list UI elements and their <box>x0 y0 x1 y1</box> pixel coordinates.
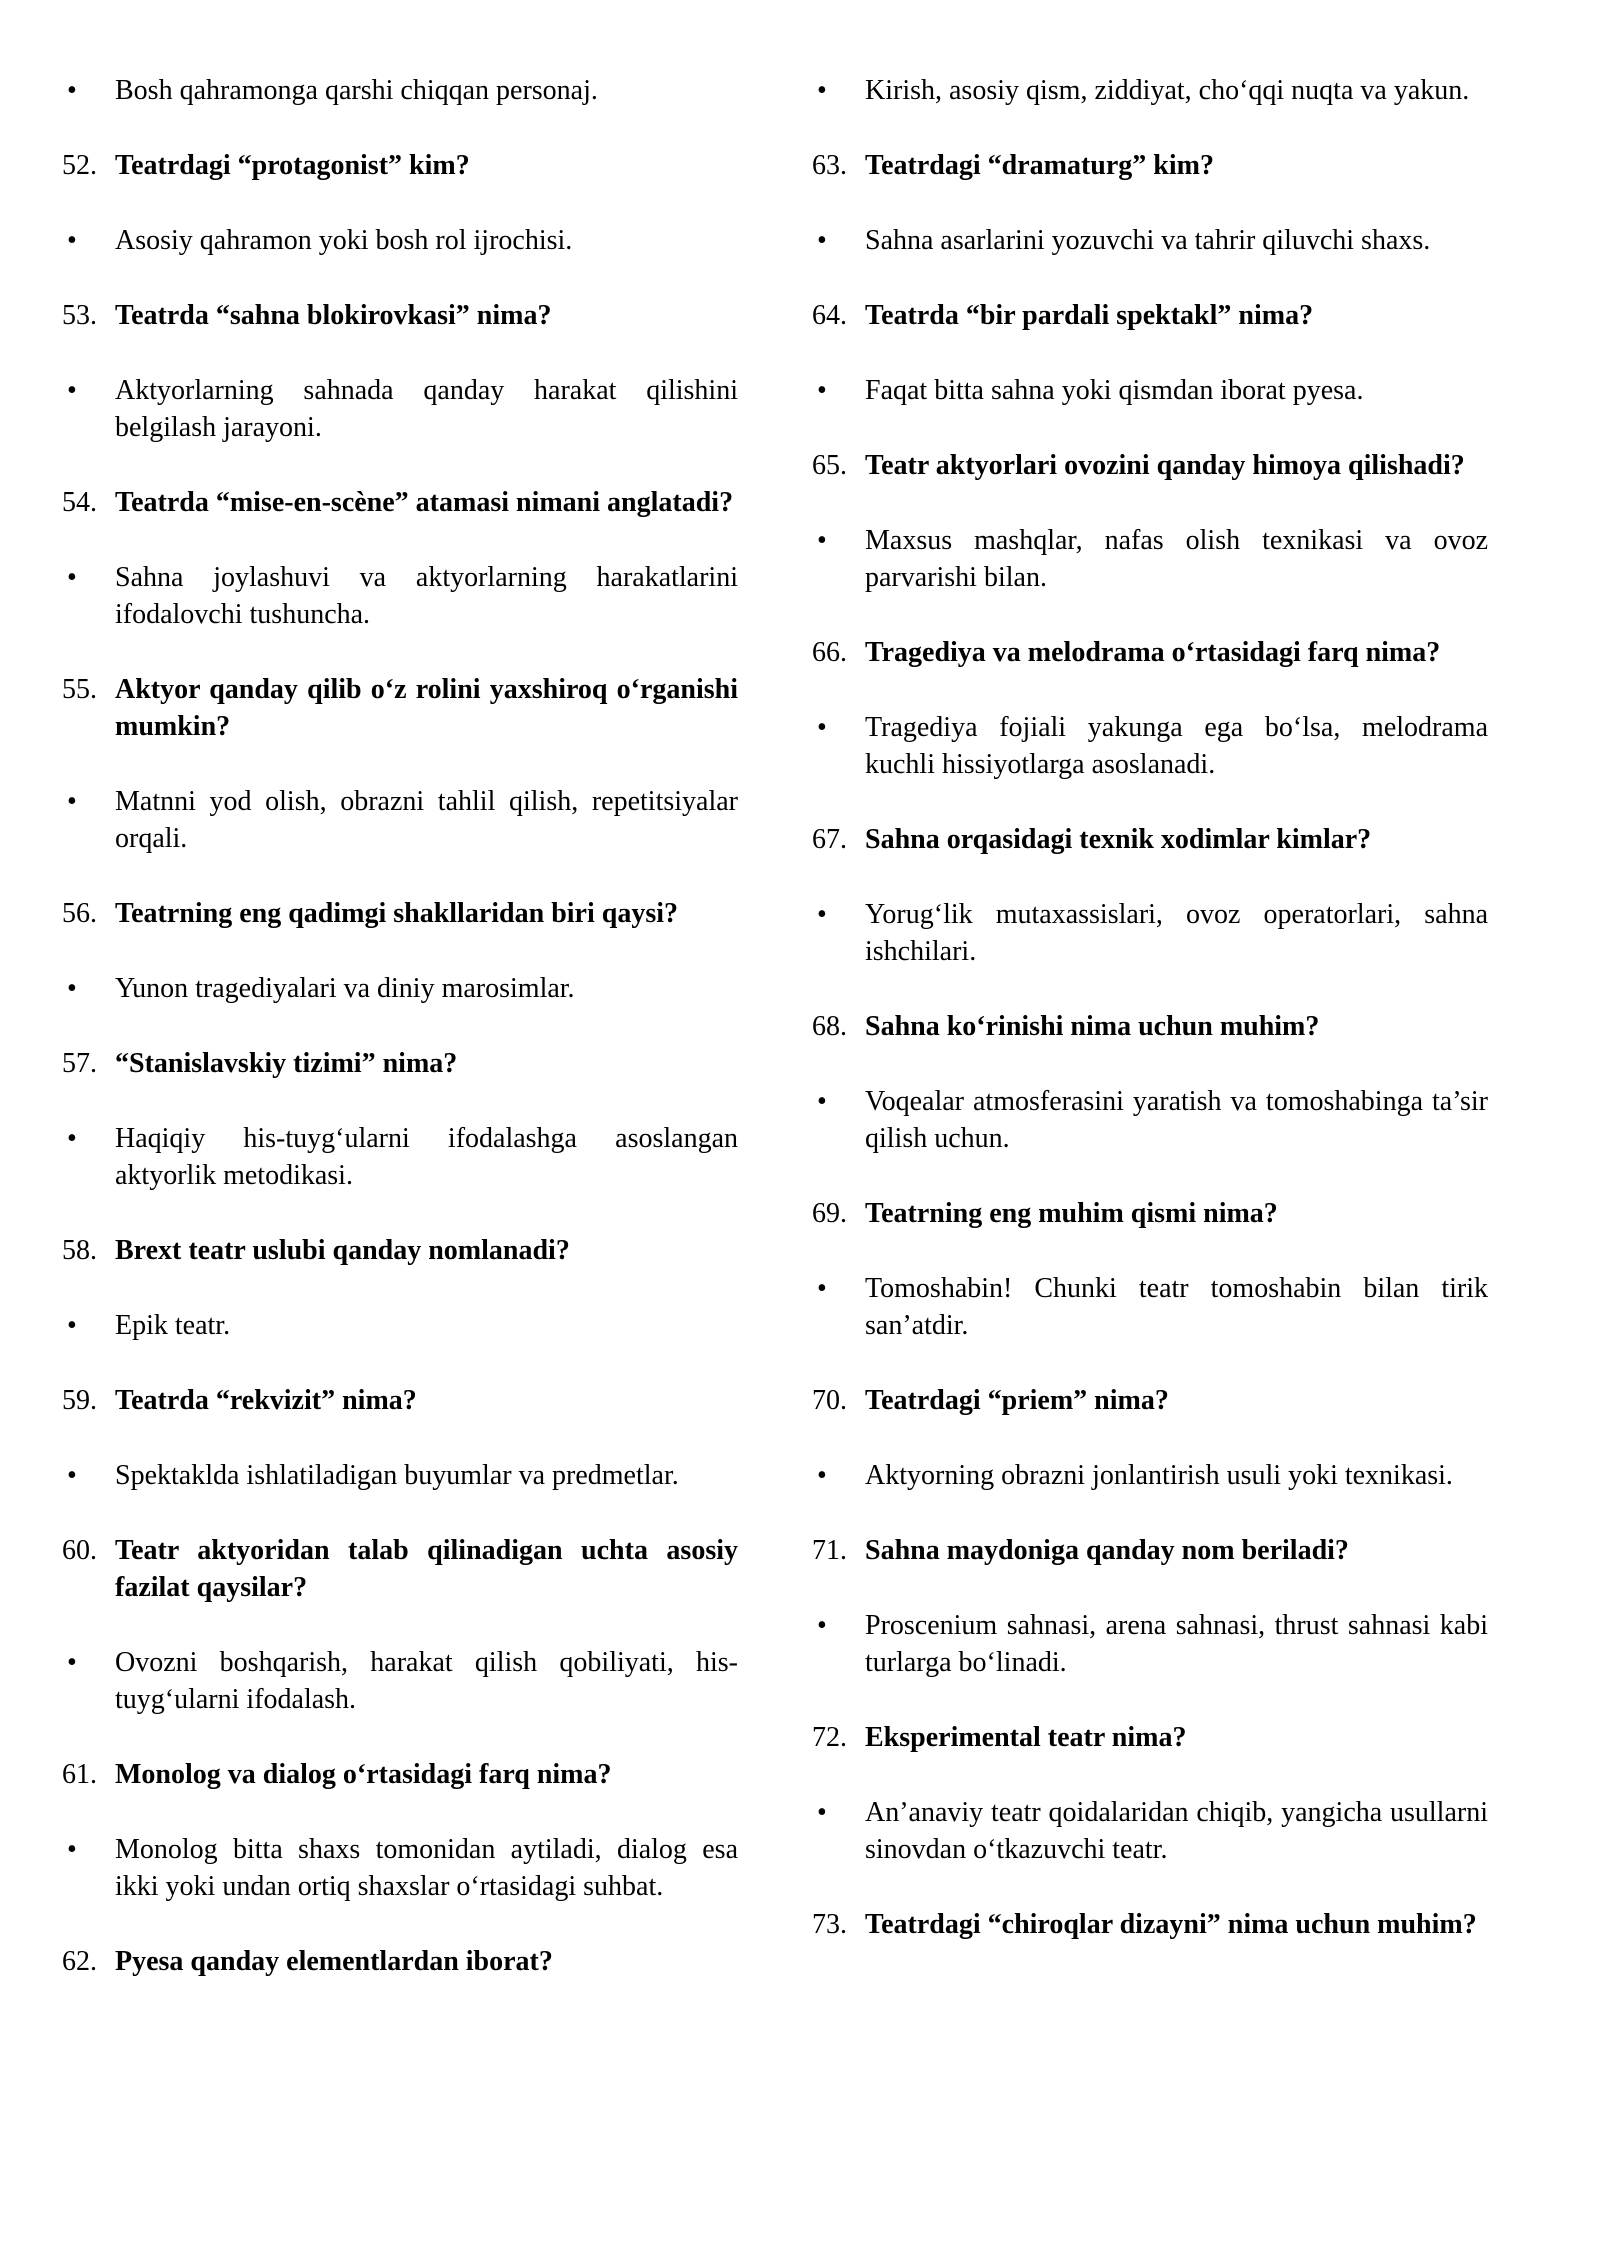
question-item <box>62 1943 738 1980</box>
question-item <box>62 671 738 745</box>
answer-text: Yunon tragediyalari va diniy marosimlar. <box>115 973 575 1004</box>
question-number: 64. <box>812 300 847 331</box>
bullet-icon: • <box>67 786 77 817</box>
question-number: 54. <box>62 487 97 518</box>
question-item <box>812 1719 1488 1756</box>
bullet-icon: • <box>67 973 77 1004</box>
bullet-icon: • <box>817 375 827 406</box>
question-number: 66. <box>812 637 847 668</box>
answer-text: Faqat bitta sahna yoki qismdan iborat pyesa. <box>865 375 1364 406</box>
answer-item <box>812 1607 1488 1681</box>
question-item <box>62 1756 738 1793</box>
question-number: 70. <box>812 1385 847 1416</box>
bullet-icon: • <box>67 375 77 406</box>
answer-text: Epik teatr. <box>115 1310 231 1341</box>
question-text: Teatr aktyoridan talab qilinadigan uchta asosiy fazilat qaysilar? <box>115 1535 738 1603</box>
answer-item <box>62 1120 738 1194</box>
answer-text: Sahna asarlarini yozuvchi va tahrir qiluvchi shaxs. <box>865 225 1431 256</box>
question-text: Teatrdagi “priem” nima? <box>865 1385 1169 1416</box>
question-number: 65. <box>812 450 847 481</box>
left-column <box>62 72 738 2018</box>
question-number: 68. <box>812 1011 847 1042</box>
answer-item <box>812 222 1488 259</box>
bullet-icon: • <box>817 525 827 556</box>
question-item <box>812 147 1488 184</box>
answer-text: Asosiy qahramon yoki bosh rol ijrochisi. <box>115 225 573 256</box>
question-number: 52. <box>62 150 97 181</box>
answer-item <box>62 222 738 259</box>
answer-text: Voqealar atmosferasini yaratish va tomoshabinga ta’sir qilish uchun. <box>865 1086 1488 1154</box>
question-text: Teatrning eng muhim qismi nima? <box>865 1198 1278 1229</box>
answer-item <box>812 1457 1488 1494</box>
question-text: Tragediya va melodrama o‘rtasidagi farq nima? <box>865 637 1441 668</box>
question-item <box>812 1195 1488 1232</box>
question-item <box>62 484 738 521</box>
answer-text: Aktyorlarning sahnada qanday harakat qilishini belgilash jarayoni. <box>115 375 738 443</box>
question-number: 62. <box>62 1946 97 1977</box>
answer-item <box>812 1083 1488 1157</box>
question-text: Teatrda “mise-en-scène” atamasi nimani anglatadi? <box>115 487 734 518</box>
bullet-icon: • <box>817 1610 827 1641</box>
question-number: 69. <box>812 1198 847 1229</box>
question-number: 60. <box>62 1535 97 1566</box>
bullet-icon: • <box>817 1797 827 1828</box>
answer-text: Monolog bitta shaxs tomonidan aytiladi, dialog esa ikki yoki undan ortiq shaxslar o‘rtasidagi suhbat. <box>115 1834 738 1902</box>
bullet-icon: • <box>67 75 77 106</box>
question-item <box>812 1382 1488 1419</box>
bullet-icon: • <box>817 1273 827 1304</box>
question-number: 67. <box>812 824 847 855</box>
answer-item <box>62 72 738 109</box>
answer-text: Tragediya fojiali yakunga ega bo‘lsa, melodrama kuchli hissiyotlarga asoslanadi. <box>865 712 1488 780</box>
answer-text: Tomoshabin! Chunki teatr tomoshabin bilan tirik san’atdir. <box>865 1273 1488 1341</box>
bullet-icon: • <box>817 1086 827 1117</box>
answer-text: Sahna joylashuvi va aktyorlarning harakatlarini ifodalovchi tushuncha. <box>115 562 738 630</box>
question-item <box>812 1906 1488 1943</box>
answer-text: Aktyorning obrazni jonlantirish usuli yoki texnikasi. <box>865 1460 1453 1491</box>
right-column <box>812 72 1488 1981</box>
question-number: 73. <box>812 1909 847 1940</box>
question-item <box>812 1532 1488 1569</box>
question-text: Teatrda “bir pardali spektakl” nima? <box>865 300 1314 331</box>
bullet-icon: • <box>67 225 77 256</box>
question-text: Aktyor qanday qilib o‘z rolini yaxshiroq o‘rganishi mumkin? <box>115 674 738 742</box>
question-text: Brext teatr uslubi qanday nomlanadi? <box>115 1235 570 1266</box>
question-item <box>62 895 738 932</box>
bullet-icon: • <box>817 712 827 743</box>
question-text: Teatrda “rekvizit” nima? <box>115 1385 417 1416</box>
bullet-icon: • <box>817 899 827 930</box>
answer-text: Spektaklda ishlatiladigan buyumlar va predmetlar. <box>115 1460 679 1491</box>
question-item <box>62 1382 738 1419</box>
question-text: Teatrda “sahna blokirovkasi” nima? <box>115 300 552 331</box>
question-text: Pyesa qanday elementlardan iborat? <box>115 1946 553 1977</box>
question-number: 57. <box>62 1048 97 1079</box>
question-text: Teatrning eng qadimgi shakllaridan biri qaysi? <box>115 898 678 929</box>
question-number: 58. <box>62 1235 97 1266</box>
bullet-icon: • <box>817 75 827 106</box>
question-item <box>62 297 738 334</box>
question-item <box>812 821 1488 858</box>
question-number: 53. <box>62 300 97 331</box>
question-number: 56. <box>62 898 97 929</box>
question-number: 71. <box>812 1535 847 1566</box>
answer-item <box>812 372 1488 409</box>
question-text: Sahna orqasidagi texnik xodimlar kimlar? <box>865 824 1372 855</box>
question-number: 72. <box>812 1722 847 1753</box>
answer-item <box>62 1307 738 1344</box>
question-item <box>62 1045 738 1082</box>
bullet-icon: • <box>67 1123 77 1154</box>
question-text: “Stanislavskiy tizimi” nima? <box>115 1048 458 1079</box>
question-number: 55. <box>62 674 97 705</box>
answer-text: An’anaviy teatr qoidalaridan chiqib, yangicha usullarni sinovdan o‘tkazuvchi teatr. <box>865 1797 1488 1865</box>
question-text: Monolog va dialog o‘rtasidagi farq nima? <box>115 1759 612 1790</box>
question-number: 61. <box>62 1759 97 1790</box>
answer-text: Haqiqiy his-tuyg‘ularni ifodalashga asoslangan aktyorlik metodikasi. <box>115 1123 738 1191</box>
question-text: Teatrdagi “dramaturg” kim? <box>865 150 1214 181</box>
bullet-icon: • <box>67 562 77 593</box>
question-item <box>812 1008 1488 1045</box>
answer-text: Matnni yod olish, obrazni tahlil qilish, repetitsiyalar orqali. <box>115 786 738 854</box>
bullet-icon: • <box>67 1310 77 1341</box>
question-item <box>62 1232 738 1269</box>
question-text: Sahna ko‘rinishi nima uchun muhim? <box>865 1011 1320 1042</box>
bullet-icon: • <box>67 1460 77 1491</box>
question-text: Eksperimental teatr nima? <box>865 1722 1187 1753</box>
question-number: 59. <box>62 1385 97 1416</box>
answer-item <box>62 1831 738 1905</box>
question-item <box>62 147 738 184</box>
answer-item <box>62 1644 738 1718</box>
question-item <box>812 634 1488 671</box>
answer-text: Proscenium sahnasi, arena sahnasi, thrust sahnasi kabi turlarga bo‘linadi. <box>865 1610 1488 1678</box>
answer-item <box>62 1457 738 1494</box>
answer-item <box>812 896 1488 970</box>
answer-item <box>62 559 738 633</box>
bullet-icon: • <box>817 225 827 256</box>
question-number: 63. <box>812 150 847 181</box>
answer-item <box>812 1794 1488 1868</box>
bullet-icon: • <box>67 1647 77 1678</box>
answer-item <box>62 783 738 857</box>
answer-text: Ovozni boshqarish, harakat qilish qobiliyati, his-tuyg‘ularni ifodalash. <box>115 1647 738 1715</box>
answer-text: Kirish, asosiy qism, ziddiyat, cho‘qqi nuqta va yakun. <box>865 75 1470 106</box>
question-text: Teatrdagi “chiroqlar dizayni” nima uchun muhim? <box>865 1909 1477 1940</box>
question-item <box>62 1532 738 1606</box>
question-text: Sahna maydoniga qanday nom beriladi? <box>865 1535 1349 1566</box>
answer-item <box>812 1270 1488 1344</box>
question-text: Teatr aktyorlari ovozini qanday himoya qilishadi? <box>865 450 1465 481</box>
question-item <box>812 297 1488 334</box>
question-item <box>812 447 1488 484</box>
answer-text: Maxsus mashqlar, nafas olish texnikasi va ovoz parvarishi bilan. <box>865 525 1488 593</box>
answer-item <box>62 372 738 446</box>
bullet-icon: • <box>817 1460 827 1491</box>
answer-text: Yorug‘lik mutaxassislari, ovoz operatorlari, sahna ishchilari. <box>865 899 1488 967</box>
answer-item <box>812 522 1488 596</box>
question-text: Teatrdagi “protagonist” kim? <box>115 150 470 181</box>
bullet-icon: • <box>67 1834 77 1865</box>
answer-item <box>812 709 1488 783</box>
answer-text: Bosh qahramonga qarshi chiqqan personaj. <box>115 75 598 106</box>
answer-item <box>62 970 738 1007</box>
answer-item <box>812 72 1488 109</box>
